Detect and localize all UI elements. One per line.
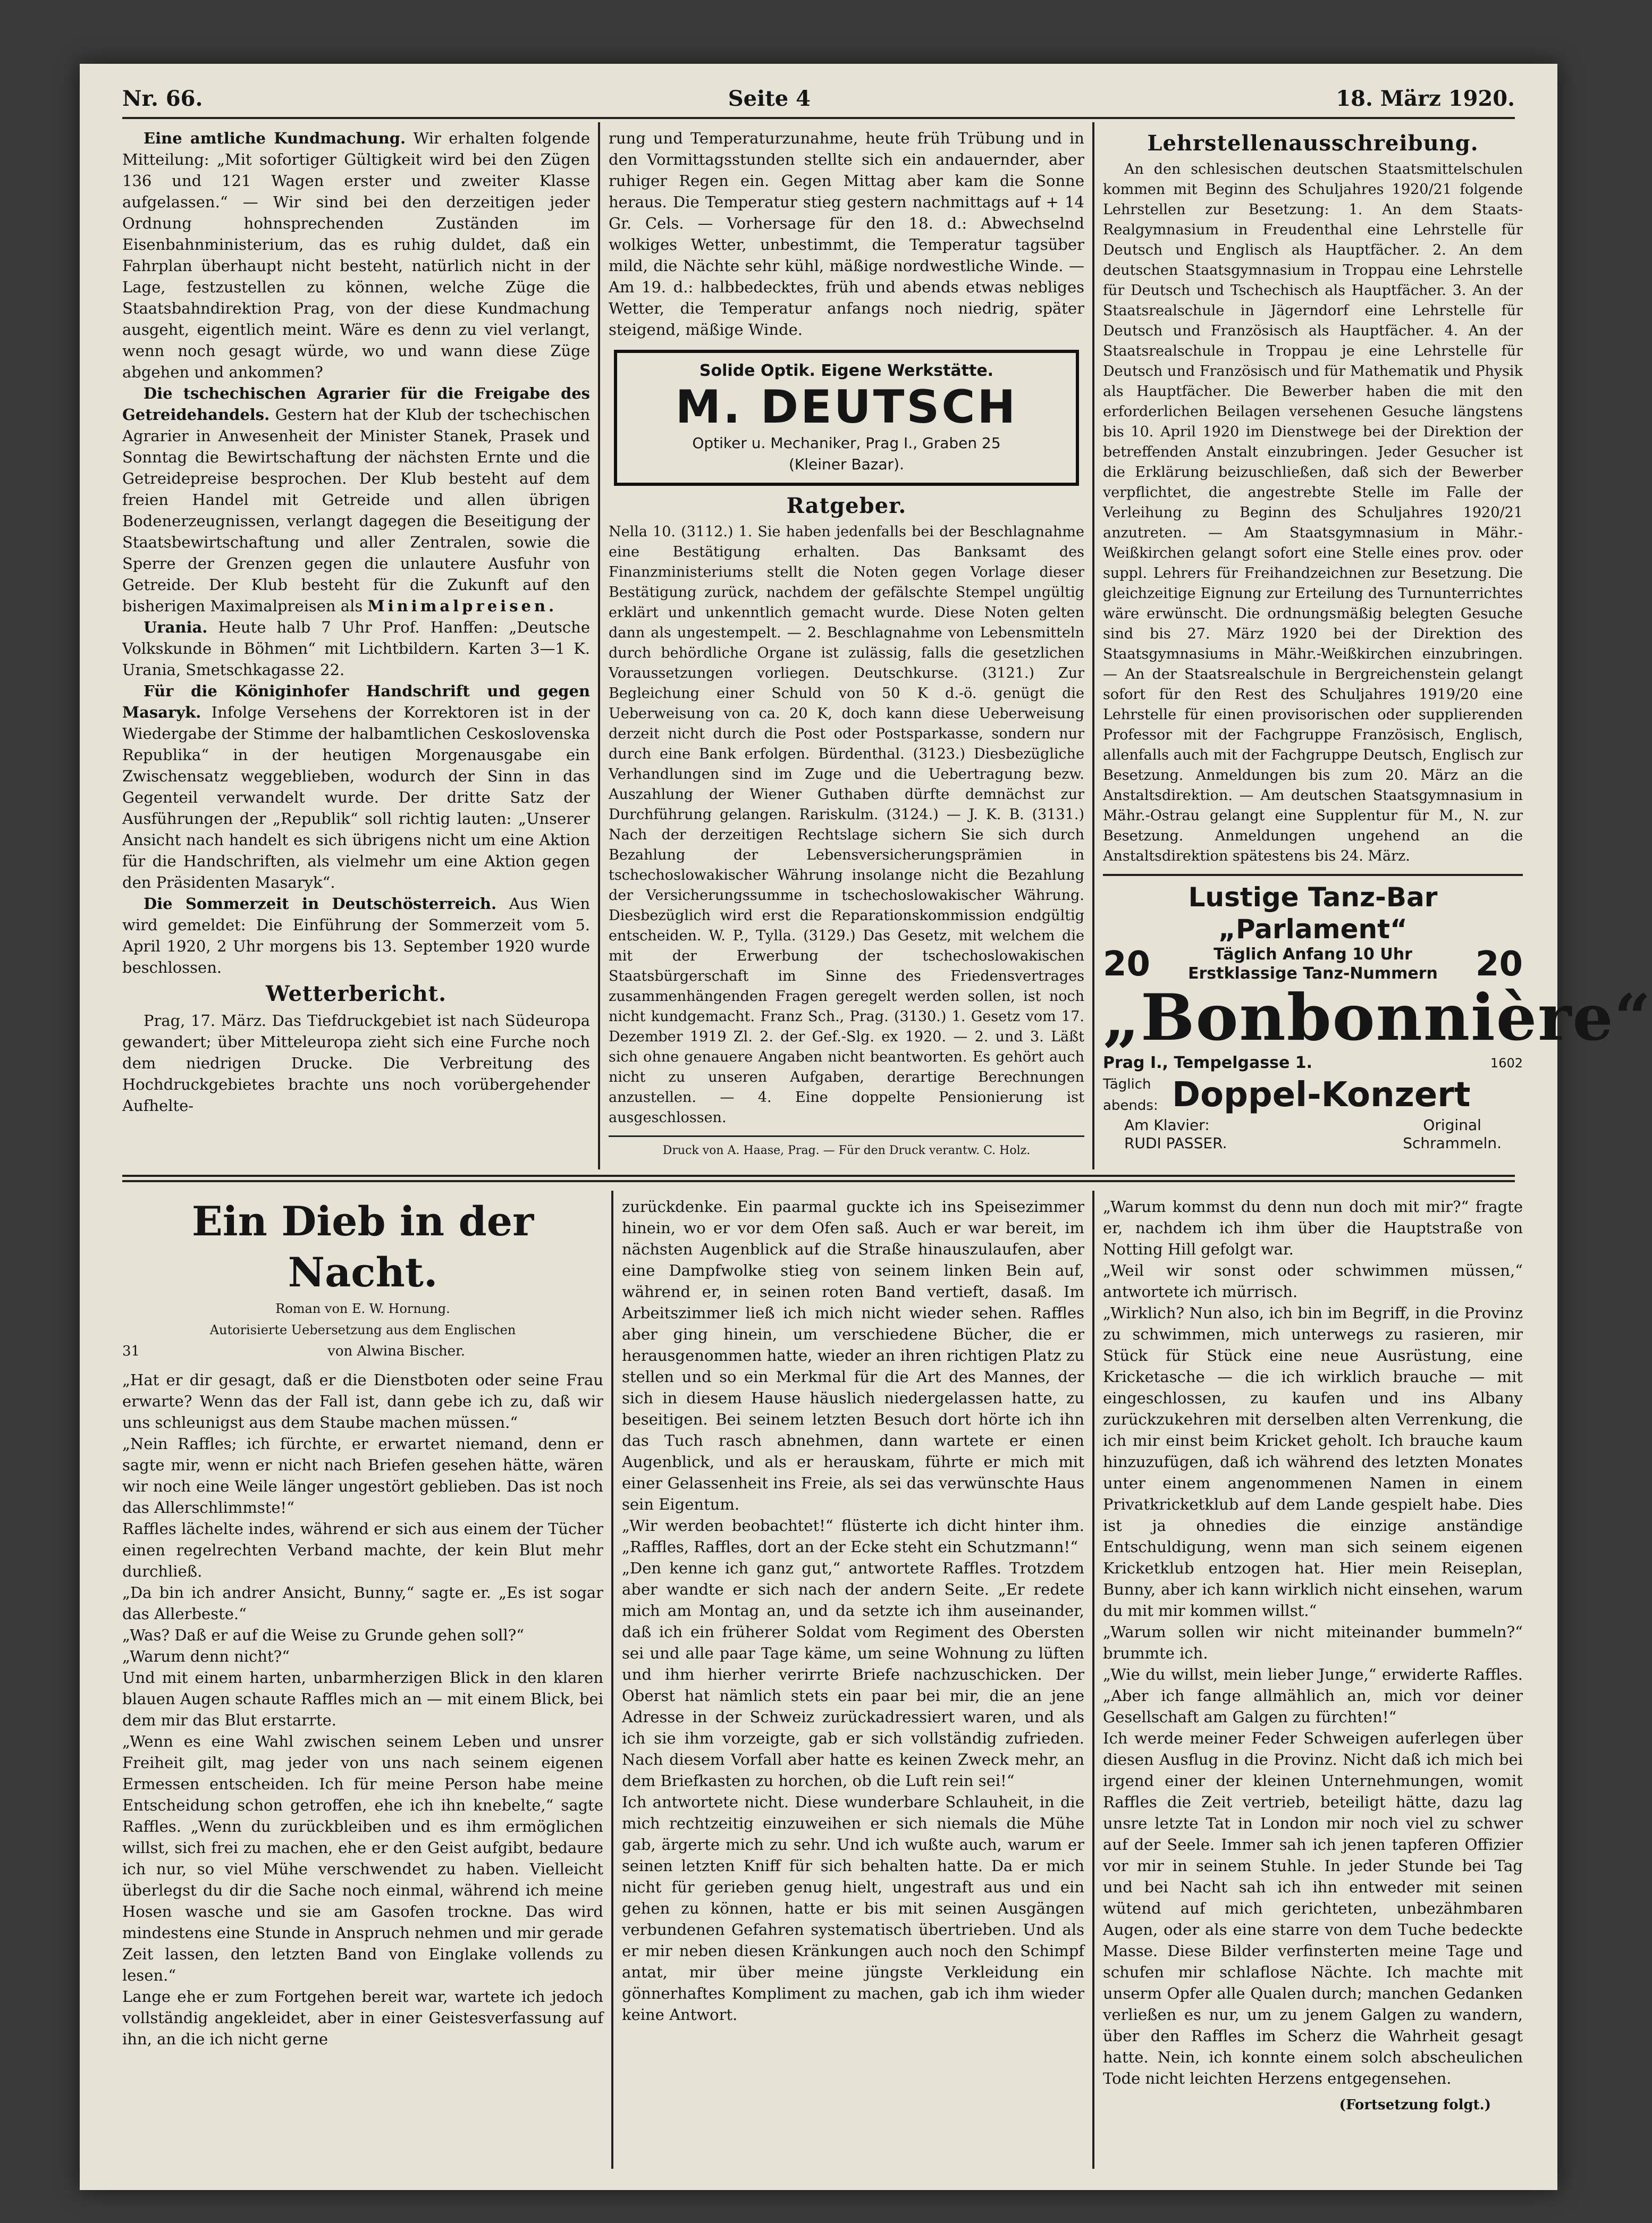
column-rule <box>611 1191 613 2169</box>
novel-column-3 <box>1103 1196 1523 2169</box>
ad-opening-hours: Täglich Anfang 10 Uhr <box>1213 945 1412 964</box>
news-text: Heute halb 7 Uhr Prof. Hanffen: „Deutsche Volkskunde in Böhmen“ mit Lichtbildern. Karten 3—1 K. Urania, Smetschkagasse 22. <box>122 618 590 679</box>
issue-number: Nr. 66. <box>122 86 203 111</box>
novel-title: Ein Dieb in der Nacht. <box>191 1198 534 1296</box>
vacancy-text: An den schlesischen deutschen Staatsmittelschulen kommen mit Beginn des Schuljahres 1920/21 folgende Lehrstellen zur Besetzung: 1. An dem Staats-Realgymnasium in Freudenthal eine Lehrstelle für Deutsch und Englisch als Hauptfächer. 2. An dem deutschen Staatsgymnasium in Troppau eine Lehrstelle für Deutsch und Tschechisch als Hauptfächer. 3. An der Staatsrealschule in Jägerndorf eine Lehrstelle für Deutsch und Französisch als Hauptfächer. 4. An der Staatsrealschule in Troppau je eine Lehrstelle für Deutsch und Französisch und für Mathematik und Physik als Hauptfächer. Die Bewerber haben die mit den erforderlichen Beilagen versehenen Gesuche längstens bis 10. April 1920 im Dienstwege bei der Direktion der betreffenden Anstalt einzubringen. Jeder Gesucher ist die Erklärung beizuschließen, daß sich der Bewerber verpflichtet, die angestrebte Stelle im Falle der Verleihung zu Beginn des Schuljahres 1920/21 anzutreten. — Am Staatsgymnasium in Mähr.-Weißkirchen gelangt sofort eine Stelle eines prov. oder suppl. Lehrers für Freihandzeichnen zur Besetzung. Die gleichzeitige Eignung zur Erteilung des Turnunterrichtes wäre erwünscht. Die ordnungsmäßig belegten Gesuche sind bis 27. März 1920 bei der Direktion des Staatsgymnasiums in Mähr.-Weißkirchen einzubringen. — An der Staatsrealschule in Bergreichenstein gelangt sofort für den Rest des Schuljahres 1919/20 eine Lehrstelle für einen provisorischen oder supplierenden Professor mit der Fachgruppe Französisch, Englisch, allenfalls auch mit der Fachgruppe Deutsch, Englisch zur Besetzung. Anmeldungen bis zum 20. März an die Anstaltsdirektion. — Am deutschen Staatsgymnasium in Mähr.-Ostrau gelangt eine Supplentur für M., N. zur Besetzung. Anmeldungen ungehend an die Anstaltsdirektion spätestens bis 24. März. <box>1103 161 1523 864</box>
issue-date: 18. März 1920. <box>1336 86 1515 111</box>
ad-bar-title: Lustige Tanz-Bar „Parlament“ <box>1188 882 1438 945</box>
novel-text: „Hat er dir gesagt, daß er die Dienstboten oder seine Frau erwarte? Wenn das der Fall ist, dann gebe ich zu, daß wir uns schleunigst aus dem Staube machen müssen.“ „Nein Raffles; ich fürchte, er erwartet niemand, denn er sagte mir, wenn er nicht nach Briefen gesehen hätte, wären wir noch eine Weile länger ungestört geblieben. Das ist noch das Allerschlimmste!“ Raffles lächelte indes, während er sich aus einem der Tücher einen regelrechten Verband machte, der kein Blut mehr durchließ. „Da bin ich andrer Ansicht, Bunny,“ sagte er. „Es ist sogar das Allerbeste.“ „Was? Daß er auf die Weise zu Grunde gehen soll?“ „Warum denn nicht?“ Und mit einem harten, unbarmherzigen Blick in den klaren blauen Augen schaute Raffles mich an — mit einem Blick, bei dem mir das Blut erstarrte. „Wenn es eine Wahl zwischen seinem Leben und unsrer Freiheit gilt, mag jeder von uns nach seinem eigenen Ermessen entscheiden. Ich für meine Person habe meine Entscheidung schon getroffen, ehe ich ihn knebelte,“ sagte Raffles. „Wenn du zurückbleiben und es ihm ermöglichen willst, sich frei zu machen, ehe er den Geist aufgibt, bedaure ich nur, so viel Mühe verschwendet zu haben. Vielleicht überlegst du dir die Sache noch einmal, während ich meine Hosen wasche und sie am Gasofen trockne. Das wird mindestens eine Stunde in Anspruch nehmen und mir gerade Zeit lassen, den letzten Band von Einglake vollends zu lesen.“ Lange ehe er zum Fortgehen bereit war, wartete ich jedoch vollständig angekleidet, aber in einer Geistesverfassung auf ihn, an die ich nicht gerne <box>122 1371 603 2048</box>
novel-column-1 <box>122 1196 603 2169</box>
ad-daily: Täglich abends: <box>1103 1076 1158 1114</box>
news-heading: Die Sommerzeit in Deutschösterreich. <box>144 895 497 913</box>
feuilleton-rule <box>122 1180 1515 1182</box>
news-text: Wir erhalten folgende Mitteilung: „Mit sofortiger Gültigkeit wird bei den Zügen 136 und 121 Wagen erster und zweiter Klasse aufgelassen.“ — Wir sind bei den derzeitigen jeder Ordnung hohnsprechenden Zuständen im Eisenbahnministerium, das es ruhig duldet, daß ein Fahrplan überhaupt nicht besteht, natürlich nicht in der Lage, festzustellen zu können, welche Züge die Staatsbahndirektion Prag, von der diese Kundmachung ausgeht, eigentlich meint. Wäre es denn zu viel verlangt, wenn noch gesagt würde, wo und wann diese Züge abgehen und ankommen? <box>122 129 590 381</box>
ad-schrammeln: Schrammeln. <box>1403 1134 1502 1152</box>
news-text: Infolge Versehens der Korrektoren ist in der Wiedergabe der Stimme der halbamtlichen Ceskoslovenska Republika“ in der heutigen Morgenausgabe ein Zwischensatz weggeblieben, wodurch der Sinn in das Gegenteil verwandelt wurde. Der dritte Satz der Ausführungen der „Republik“ soll richtig lauten: „Unserer Ansicht nach handelt es sich übrigens nicht um eine Aktion für die Handschriften, als vielmehr um eine Aktion gegen den Präsidenten Masaryk“. <box>122 703 591 891</box>
weather-continued: rung und Temperaturzunahme, heute früh Trübung und in den Vormittagsstunden stellte sich ein andauernder, aber ruhiger Regen ein. Gegen Mittag aber kam die Sonne heraus. Die Temperatur stieg gestern nachmittags auf + 14 Gr. Cels. — Vorhersage für den 18. d.: Abwechselnd wolkiges Wetter, unbestimmt, die Temperatur tagsüber mild, die Nächte sehr kühl, mäßige nordwestliche Winde. — Am 19. d.: halbbedecktes, früh und abends etwas nebliges Wetter, die Temperatur anfangs noch niedrig, später steigend, mäßige Winde. <box>609 129 1084 339</box>
column-rule <box>1092 122 1094 1169</box>
column-rule <box>1092 1191 1094 2169</box>
ad-phone: 1602 <box>1490 1056 1523 1071</box>
news-heading: Für die Königinhofer Handschrift und gegen Masaryk. <box>122 682 590 721</box>
column-2 <box>609 128 1084 1169</box>
newspaper-page <box>80 64 1652 2190</box>
to-be-continued: (Fortsetzung folgt.) <box>1339 2097 1491 2113</box>
vacancy-heading: Lehrstellenausschreibung. <box>1147 131 1479 156</box>
news-text: Gestern hat der Klub der tschechischen Agrarier in Anwesenheit der Minister Stanek, Prasek und Sonntag die Bewirtschaftung der nächsten Ernte und die Getreidepreise besprochen. Der Klub besteht auf dem freien Handel mit Getreide und allen übrigen Bodenerzeugnissen, verlangt dagegen die Beseitigung der Staatsbewirtschaftung und aller Zentralen, sowie die Sperre der Grenzen gegen die unlautere Ausfuhr von Getreide. Der Klub besteht für die Zukunft auf den bisherigen Maximalpreisen als <box>122 406 591 615</box>
news-heading: Die tschechischen Agrarier für die Freigabe des Getreidehandels. <box>122 384 590 424</box>
ad-bonbonniere: „Bonbonnière“ <box>1103 980 1652 1055</box>
column-3 <box>1103 128 1652 1169</box>
page-header <box>122 80 1515 119</box>
ad-pianist: RUDI PASSER. <box>1124 1134 1227 1152</box>
ad-original: Original <box>1423 1116 1481 1134</box>
ad-venue-address: Prag I., Tempelgasse 1. <box>1103 1054 1313 1072</box>
ad-piano-label: Am Klavier: <box>1124 1116 1210 1134</box>
ad-tagline: Solide Optik. Eigene Werkstätte. <box>699 361 994 380</box>
novel-author: Roman von E. W. Hornung. <box>275 1301 450 1316</box>
dance-bar-ad <box>1103 874 1652 1152</box>
optician-ad <box>614 350 1079 486</box>
news-emphasis: Minimalpreisen. <box>367 597 558 615</box>
ad-number-right: 20 <box>1475 945 1523 984</box>
ad-address: Optiker u. Mechaniker, Prag I., Graben 25 <box>692 434 1001 452</box>
page-number: Seite 4 <box>728 86 811 111</box>
novel-column-2: zurückdenke. Ein paarmal guckte ich ins Speisezimmer hinein, wo er vor dem Ofen saß. Auch er war bereit, im nächsten Augenblick auf die Straße hinauszulaufen, aber eine Dampfwolke stieg von seinem linken Bein auf, während er, in seinen roten Band vertieft, dasaß. Im Arbeitszimmer ließ ich mich nicht wieder sehen. Raffles aber ging hinein, um verschiedene Bücher, die er herausgenommen hatte, wieder an ihren richtigen Platz zu stellen und so ein Merkmal für die Art des Mannes, der sich in diesem Hause häuslich niedergelassen hatte, zu beseitigen. Bei seinem letzten Besuch dort hörte ich ihn das Tuch rasch abnehmen, dann wartete er einen Augenblick, und als er herauskam, führte er mich mit einer Gelassenheit ins Freie, als sei das verwünschte Haus sein Eigentum. „Wir werden beobachtet!“ flüsterte ich dicht hinter ihm. „Raffles, Raffles, dort an der Ecke steht ein Schutzmann!“ „Den kenne ich ganz gut,“ antwortete Raffles. Trotzdem aber wandte er sich nach der andern Seite. „Er redete mich am Montag an, und da setzte ich ihm auseinander, daß ich ein früherer Soldat vom Regiment des Obersten sei und alle paar Tage käme, um seine Wohnung zu lüften und ihm hierher verirrte Briefe nachzuschicken. Der Oberst hat nämlich stets ein paar bei mir, die an jene Adresse in der Schweiz zurückadressiert waren, und als ich sie ihm vorzeigte, gab er sich vollständig zufrieden. Nach diesem Vorfall aber hatte es keinen Zweck mehr, an dem Briefkasten zu horchen, ob die Luft rein sei!“ Ich antwortete nicht. Diese wunderbare Schlauheit, in die mich rechtzeitig einzuweihen er sich niemals die Mühe gab, ärgerte mich zu sehr. Und ich wußte auch, warum er seinen letzten Kniff für sich behalten hatte. Da er mich nicht für gerieben genug hielt, ungestraft aus und ein gehen zu können, hatte er bis mit seinen Ausgängen verbundenen Gefahren systematisch übertrieben. Und als er mir neben diesen Kränkungen auch noch den Schimpf antat, mir über meine jüngste Verkleidung ein gönnerhaftes Kompliment zu machen, gab ich ihm wieder keine Antwort. <box>622 1198 1084 2024</box>
advice-text: Nella 10. (3112.) 1. Sie haben jedenfalls bei der Beschlagnahme eine Bestätigung erhalten. Das Banksamt des Finanzministeriums stellt die Noten gegen Vorlage dieser Bestätigung zurück, nachdem der gefälschte Stempel ungültig erklärt und unkenntlich gemacht wurde. Diese Noten gelten dann als ungestempelt. — 2. Beschlagnahme von Lebensmitteln durch behördliche Organe ist zulässig, falls die gesetzlichen Voraussetzungen vorliegen. Deutschkurse. (3121.) Zur Begleichung einer Schuld von 50 K d.-ö. genügt die Ueberweisung von ca. 20 K, doch kann diese Ueberweisung derzeit nicht durch die Post oder Postsparkasse, sondern nur durch eine Bank erfolgen. Bürdenthal. (3123.) Diesbezügliche Verhandlungen sind im Zuge und die Uebertragung bezw. Auszahlung der Wiener Guthaben dürfte demnächst zur Durchführung gelangen. Rariskulm. (3124.) — J. K. B. (3131.) Nach der derzeitigen Rechtslage sichern Sie sich durch Bezahlung der Lebensversicherungsprämien in tschechoslowakischer Währung insolange nicht die Bezahlung der Versicherungssumme in tschechoslowakischer Währung. Diesbezüglich wird erst die Reparationskommission endgültig entscheiden. W. P., Tylla. (3129.) Das Gesetz, mit welchem die mit der Erwerbung der tschechoslowakischen Staatsbürgerschaft im Sinne des Friedensvertrages zusammenhängenden Fragen geregelt werden sollen, ist noch nicht kundgemacht. Franz Sch., Prag. (3130.) 1. Gesetz vom 17. Dezember 1919 Zl. 2. der Gef.-Slg. ex 1920. — 2. und 3. Läßt sich ohne genauere Angaben nicht beantworten. Es gehört auch nicht zu unseren Aufgaben, derartige Berechnungen anzustellen. — 4. Eine doppelte Pensionierung ist ausgeschlossen. <box>609 524 1084 1126</box>
ad-location: (Kleiner Bazar). <box>788 456 904 473</box>
column-rule <box>598 122 600 1169</box>
news-heading: Eine amtliche Kundmachung. <box>144 129 406 147</box>
novel-text: „Warum kommst du denn nun doch mit mir?“ fragte er, nachdem ich ihm über die Hauptstraße von Notting Hill gefolgt war. „Weil wir sonst oder schwimmen müssen,“ antwortete ich mürrisch. „Wirklich? Nun also, ich bin im Begriff, in die Provinz zu schwimmen, mich unterwegs zu rasieren, mir Stück für Stück eine neue Ausrüstung, eine Kricketasche — die ich wirklich brauche — mit eingeschlossen, zu kaufen und ins Albany zurückzukehren mit derselben alten Verrenkung, die ich mir einst beim Kricket geholt. Ich brauche kaum hinzuzufügen, daß ich während des letzten Monates unter einem angenommenen Namen in einem Privatkricketklub auf dem Lande gespielt habe. Dies ist ja ohnedies die einzige anständige Entschuldigung, wenn man sich seinem eigenen Kricketklub entzogen hat. Hier mein Reiseplan, Bunny, aber ich kann wirklich nicht einsehen, warum du mit mir kommen willst.“ „Warum sollen wir nicht miteinander bummeln?“ brummte ich. „Wie du willst, mein lieber Junge,“ erwiderte Raffles. „Aber ich fange allmählich an, mich vor deiner Gesellschaft am Galgen zu fürchten!“ Ich werde meiner Feder Schweigen auferlegen über diesen Ausflug in die Provinz. Nicht daß ich mich bei irgend einer der kleinen Unternehmungen, womit Raffles die Zeit vertrieb, beteiligt hätte, dazu lag unsre letzte Tat in London mir noch viel zu schwer auf der Seele. Immer sah ich jenen tapferen Offizier vor mir in seinem Stuhle. In jeder Stunde bei Tag und bei Nacht sah ich ihn entweder mit seinen wütend auf mich gerichteten, unbezähmbaren Augen, oder als eine starre von dem Tuche bedeckte Masse. Diese Bilder verfinsterten meine Tage und schufen mir schlaflose Nächte. Ich machte mit unserm Opfer alle Qualen durch; manchen Gedanken verließen es nur, um zu jenem Galgen zu wandern, über den Raffles im Scherz die Wahrheit gesagt hatte. Nein, ich konnte einem solch abscheulichen Tode nicht leichten Herzens entgegensehen. <box>1103 1198 1523 2087</box>
installment-number: 31 <box>122 1343 140 1359</box>
novel-translation-note: Autorisierte Uebersetzung aus dem Englischen <box>209 1323 516 1337</box>
weather-heading: Wetterbericht. <box>265 981 447 1006</box>
ad-concert: Doppel-Konzert <box>1172 1075 1471 1115</box>
column-1 <box>122 128 590 1169</box>
news-text: Aus Wien wird gemeldet: Die Einführung der Sommerzeit vom 5. April 1920, 2 Uhr morgens bis 13. September 1920 wurde beschlossen. <box>122 895 591 976</box>
news-heading: Urania. <box>144 618 208 636</box>
imprint: Druck von A. Haase, Prag. — Für den Druck verantw. C. Holz. <box>609 1135 1084 1161</box>
novel-translator: von Alwina Bischer. <box>327 1343 465 1359</box>
ad-company-name: M. DEUTSCH <box>675 381 1018 434</box>
advice-heading: Ratgeber. <box>786 493 907 518</box>
feuilleton-rule <box>122 1175 1515 1177</box>
ad-program: Erstklassige Tanz-Nummern <box>1188 964 1438 983</box>
ad-number-left: 20 <box>1103 945 1151 984</box>
weather-text: Prag, 17. März. Das Tiefdruckgebiet ist nach Südeuropa gewandert; über Mitteleuropa zieht sich eine Furche noch dem niedrigen Drucke. Die Verbreitung des Hochdruckgebietes brachte uns noch vorübergehender Aufhelte- <box>122 1012 590 1115</box>
